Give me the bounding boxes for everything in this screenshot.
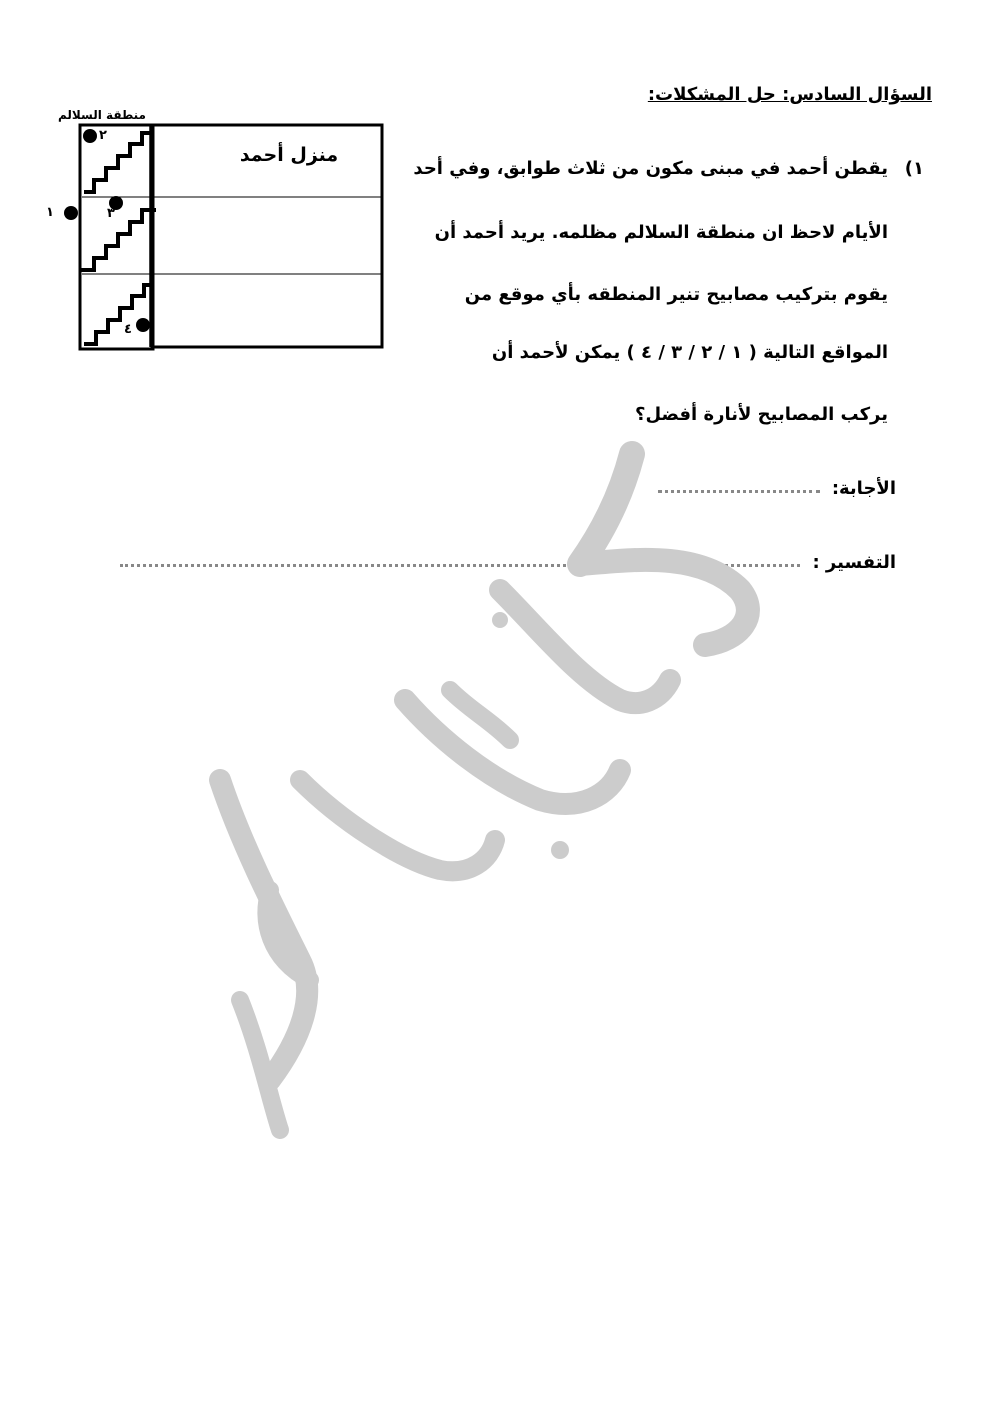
position-1-label: ١	[46, 205, 54, 220]
signature-watermark	[200, 440, 800, 1160]
position-2-dot[interactable]	[83, 129, 97, 143]
position-4-label: ٤	[124, 322, 132, 337]
section-title: السؤال السادس: حل المشكلات:	[647, 84, 932, 105]
position-2-label: ٢	[99, 128, 107, 143]
stairs-area-label: منطقة السلالم	[58, 108, 146, 122]
position-1-dot[interactable]	[64, 206, 78, 220]
building-diagram	[44, 108, 389, 358]
house-label: منزل أحمد	[239, 144, 339, 166]
position-3-label: ٣	[107, 206, 115, 221]
answer-label: الأجابة:	[831, 478, 896, 499]
question-line-3: يقوم بتركيب مصابيح تنير المنطقه بأي موقع من	[464, 284, 888, 305]
explanation-row	[120, 552, 896, 573]
answer-row	[658, 478, 896, 499]
question-line-4: المواقع التالية ( ١ / ٢ / ٣ / ٤ ) يمكن لأحمد أن	[491, 342, 888, 363]
stairs-steps	[84, 133, 150, 192]
explanation-label: التفسير :	[812, 552, 896, 573]
explanation-blank[interactable]	[120, 563, 800, 567]
question-number: ١)	[904, 158, 924, 179]
position-4-dot[interactable]	[136, 318, 150, 332]
question-line-5: يركب المصابيح لأنارة أفضل؟	[635, 404, 888, 425]
answer-blank[interactable]	[658, 489, 820, 493]
stairs-steps	[80, 210, 156, 270]
stairs-steps	[84, 285, 150, 344]
question-line-2: الأيام لاحظ ان منطقة السلالم مظلمه. يريد أحمد أن	[434, 222, 888, 243]
question-line-1: يقطن أحمد في مبنى مكون من ثلاث طوابق، وفي أحد	[413, 158, 888, 179]
